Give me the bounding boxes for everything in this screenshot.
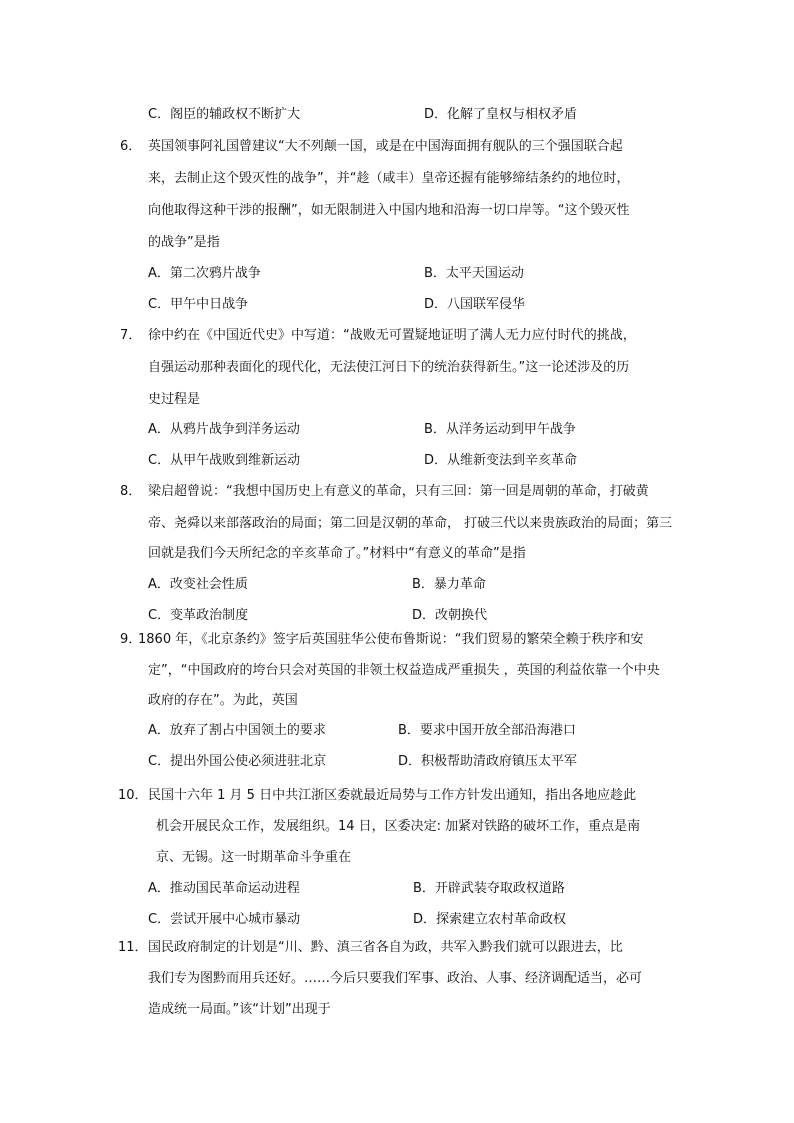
question-number: 9． — [120, 632, 142, 647]
option-c: C．尝试开展中心城市暴动 — [148, 912, 301, 927]
question-text-line: 我们专为图黔而用兵还好。……今后只要我们军事、政治、人事、经济调配适当，必可 — [148, 971, 643, 986]
question-text-line: 国民政府制定的计划是“川、黔、滇三省各自为政，共军入黔我们就可以跟进去，比 — [148, 940, 623, 955]
question-text-line: 民国十六年 1 月 5 日中共江浙区委就最近局势与工作方针发出通知，指出各地应趁此 — [148, 788, 637, 803]
question-text-line: 徐中约在《中国近代史》中写道：“战败无可置疑地证明了满人无力应付时代的挑战， — [148, 328, 636, 343]
option-a: A．推动国民革命运动进程 — [148, 881, 300, 896]
option-d: D．化解了皇权与相权矛盾 — [424, 107, 578, 122]
question-text-line: 机会开展民众工作，发展组织。14 日，区委决定: 加紧对铁路的破坏工作，重点是南 — [156, 819, 641, 834]
option-b: B．从洋务运动到甲午战争 — [424, 422, 576, 437]
question-text-line: 的战争”是指 — [148, 235, 220, 250]
option-b: B．太平天国运动 — [424, 266, 524, 281]
option-b: B．暴力革命 — [412, 577, 486, 592]
question-text-line: 自强运动那种表面化的现代化，无法使江河日下的统治获得新生。”这一论述涉及的历 — [148, 360, 630, 375]
option-c: C．甲午中日战争 — [148, 297, 249, 312]
option-a: A．从鸦片战争到洋务运动 — [148, 422, 300, 437]
option-a: A．改变社会性质 — [148, 577, 248, 592]
question-text-line: 1860 年，《北京条约》签字后英国驻华公使布鲁斯说：“我们贸易的繁荣全赖于秩序和安 — [138, 632, 644, 647]
question-number: 8． — [120, 484, 142, 499]
option-c: C．变革政治制度 — [148, 608, 249, 623]
question-text-line: 梁启超曾说：“我想中国历史上有意义的革命，只有三回：第一回是周朝的革命，打破黄 — [148, 484, 649, 499]
question-text-line: 造成统一局面。”该“计划”出现于 — [148, 1002, 331, 1017]
question-number: 6． — [120, 139, 142, 154]
question-text-line: 史过程是 — [148, 392, 201, 407]
question-number: 11． — [118, 940, 148, 955]
question-text-line: 英国领事阿礼国曾建议“大不列颠一国，或是在中国海面拥有舰队的三个强国联合起 — [148, 139, 623, 154]
option-a: A．第二次鸦片战争 — [148, 266, 261, 281]
option-d: D．探索建立农村革命政权 — [413, 912, 567, 927]
question-text-line: 来，去制止这个毁灭性的战争”，并“趁（咸丰）皇帝还握有能够缔结条约的地位时， — [148, 171, 630, 186]
option-a: A．放弃了割占中国领土的要求 — [148, 723, 326, 738]
option-b: B．要求中国开放全部沿海港口 — [398, 723, 576, 738]
option-d: D．积极帮助清政府镇压太平军 — [398, 754, 578, 769]
option-c: C．阁臣的辅政权不断扩大 — [148, 107, 301, 122]
option-d: D．从维新变法到辛亥革命 — [424, 453, 578, 468]
question-text-line: 定”，“中国政府的垮台只会对英国的非领土权益造成严重损失 ，英国的利益依靠一个中央 — [148, 663, 660, 678]
option-d: D．八国联军侵华 — [424, 297, 526, 312]
question-text-line: 帝、尧舜以来部落政治的局面；第二回是汉朝的革命， 打破三代以来贵族政治的局面；第三 — [148, 516, 673, 531]
question-number: 7． — [120, 328, 142, 343]
question-text-line: 回就是我们今天所纪念的辛亥革命了。”材料中“有意义的革命”是指 — [148, 546, 526, 561]
option-d: D．改朝换代 — [412, 608, 488, 623]
option-c: C．从甲午战败到维新运动 — [148, 453, 301, 468]
question-text-line: 向他取得这种干涉的报酬”，如无限制进入中国内地和沿海一切口岸等。“这个毁灭性 — [148, 203, 630, 218]
option-c: C．提出外国公使必须进驻北京 — [148, 754, 327, 769]
question-text-line: 京、无锡。这一时期革命斗争重在 — [156, 850, 352, 865]
question-text-line: 政府的存在”。为此，英国 — [148, 693, 298, 708]
option-b: B．开辟武装夺取政权道路 — [413, 881, 565, 896]
question-number: 10． — [118, 788, 148, 803]
